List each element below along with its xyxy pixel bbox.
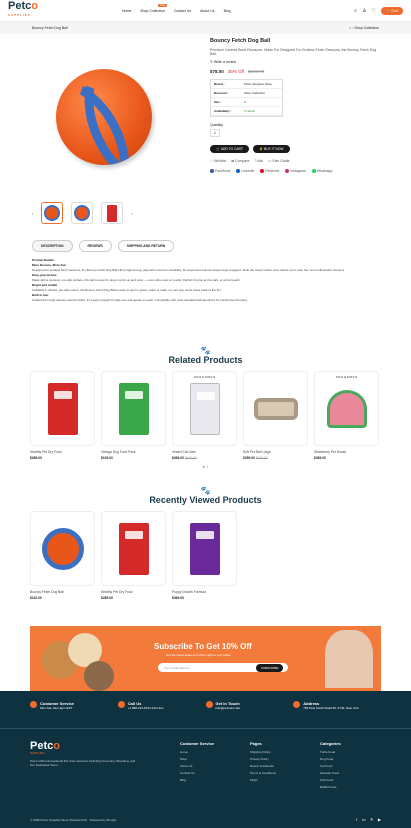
footer-link[interactable]: FAQs	[250, 778, 258, 782]
related-products	[0, 371, 411, 460]
write-review-link[interactable]: ✎ Write a review	[210, 60, 237, 64]
nav-shop[interactable]: Shop Collection New	[140, 3, 166, 13]
site-footer: Customer Service Mon-Sat, 9am-6pm EST Call Us +1 888-234-5234 234 Now Get In Touch info@petcoinc.site Address 789 New South Road 56, 6746, New York Petco SUPPLIES Petco Offers Exceptional Pet Care Services Including Grooming, Boarding, and Our Dedicated Team. Customer Service Home Shop About Us Contact Us Blog Pages Shipping Policy Privacy Policy Return & Refunds Terms & Conditions FAQs Categories Turtle Food Dog Food Cat Food Hamster Food Fish Food Rabbit Food © 2026 Petco Supplies Store (Password 8) · Powered by Shopify f in ⌾ ▶	[0, 691, 411, 828]
subscribe-button[interactable]: SUBSCRIBE	[256, 664, 283, 672]
footer-link[interactable]: Cat Food	[320, 764, 333, 768]
footer-link[interactable]: Blog	[180, 778, 187, 782]
footer-col-pages: Pages Shipping Policy Privacy Policy Return & Refunds Terms & Conditions FAQs	[250, 741, 290, 792]
product-card[interactable]: Healthy Pet Dry Food $285.00	[101, 511, 166, 600]
price-row	[210, 69, 379, 74]
pinterest-icon	[260, 169, 264, 173]
logo[interactable]: Petco SUPPLIES	[8, 0, 38, 17]
instagram-icon	[285, 169, 289, 173]
related-title: Related Products	[168, 355, 243, 365]
search-icon[interactable]: ⌕	[354, 7, 358, 14]
recent-title: Recently Viewed Products	[149, 495, 262, 505]
product-main-image[interactable]	[32, 38, 175, 196]
carousel-dots[interactable]: ● ●	[202, 464, 209, 469]
footer-link[interactable]: Shop	[180, 757, 188, 761]
footer-link[interactable]: Home	[180, 750, 189, 754]
product-description: Premium Canned Bone Resource, Made For Designed For Endless Fetch Sessions, the Bouncy Fetch Dog Ball.	[210, 48, 377, 56]
product-meta-table: Brand : Petco Supplies Store Discount : Shop Collection Sku : 2 Availability : In Stock	[210, 79, 283, 117]
dog-food-bag-image	[119, 523, 149, 575]
puppy-food-bag-image	[190, 523, 220, 575]
footer-info-item: Get In Touch info@petcoinc.site	[206, 701, 294, 728]
dog-food-bag-image	[119, 383, 149, 435]
product-card[interactable]: Healthy Pet Dry Food $285.00	[30, 371, 95, 460]
paw-icon: 🐾	[200, 346, 211, 355]
ball-image	[42, 528, 84, 570]
product-card[interactable]: Bouncy Fetch Dog Ball $110.00	[30, 511, 95, 600]
countdown-timer: 0 D 0 H 0 M 0 S	[193, 375, 216, 379]
share-pinterest[interactable]: Pinterest	[260, 169, 279, 173]
footer-link[interactable]: Shipping Policy	[250, 750, 271, 754]
thumbnail[interactable]	[41, 202, 63, 224]
add-to-cart-button[interactable]: 🛒 ADD TO CART	[210, 145, 249, 153]
product-gallery	[32, 38, 175, 224]
footer-link[interactable]: Dog Food	[320, 757, 334, 761]
site-header	[0, 0, 411, 22]
thumbnail[interactable]	[101, 202, 123, 224]
recent-products	[0, 511, 411, 600]
pets-image	[36, 631, 126, 691]
email-input[interactable]: Your email address	[158, 663, 288, 672]
cat-litter-image	[190, 383, 220, 435]
support-icon	[30, 701, 37, 708]
footer-col-categories: Categories Turtle Food Dog Food Cat Food Hamster Food Fish Food Rabbit Food	[320, 741, 360, 792]
compare-button[interactable]: ⇄ Compare	[231, 159, 250, 163]
price: $78.00	[210, 69, 224, 74]
breadcrumb	[0, 22, 411, 34]
footer-info-item: Address 789 New South Road 56, 6746, New York	[293, 701, 381, 728]
new-badge: New	[160, 3, 166, 7]
nav-blog[interactable]: Blog	[223, 8, 231, 13]
youtube-icon[interactable]: ▶	[377, 817, 381, 822]
dog-food-bag-image	[48, 383, 78, 435]
user-icon[interactable]: ♙	[362, 7, 367, 14]
banner-title: Subscribe To Get 10% Off	[154, 642, 252, 651]
whatsapp-icon	[312, 169, 316, 173]
newsletter-banner	[30, 626, 381, 691]
footer-link[interactable]: Return & Refunds	[250, 764, 274, 768]
compare-price: $120.00	[247, 69, 265, 74]
size-guide-button[interactable]: ▭ Size Guide	[268, 159, 290, 163]
share-instagram[interactable]: Instagram	[285, 169, 306, 173]
tab-reviews[interactable]: REVIEWS	[79, 240, 112, 252]
paw-icon: 🐾	[200, 486, 211, 495]
product-card[interactable]: Soft Pet Bed Large $259.00 $300.00	[243, 371, 308, 460]
thumbnail[interactable]	[71, 202, 93, 224]
breadcrumb-current: Bouncy Fetch Dog Ball	[32, 26, 68, 30]
copyright: © 2026 Petco Supplies Store (Password 8) · Powered by Shopify	[30, 818, 117, 822]
next-arrow-icon[interactable]: ›	[131, 210, 133, 216]
breadcrumb-home[interactable]: ⌂ › Shop Collection	[349, 26, 379, 30]
phone-icon	[118, 701, 125, 708]
tab-shipping[interactable]: SHIPPING AND RETURN	[118, 240, 174, 252]
footer-link[interactable]: Rabbit Food	[320, 785, 337, 789]
footer-logo[interactable]: Petco	[30, 740, 60, 752]
share-linkedin[interactable]: Linkedin	[236, 169, 254, 173]
pet-bed-image	[254, 398, 298, 420]
product-title: Bouncy Fetch Dog Ball	[210, 38, 271, 44]
product-card[interactable]: Puppy Growth Formula $369.00	[172, 511, 237, 600]
product-card[interactable]: 0 D 0 H 0 M 0 S Strawberry Pet House $369.00	[314, 371, 379, 460]
banner-subtitle: Get the latest deals and offers right to your inbox.	[166, 653, 232, 657]
share-whatsapp[interactable]: Whatsapp	[312, 169, 333, 173]
footer-link[interactable]: About Us	[180, 764, 193, 768]
nav-contact[interactable]: Contact Us	[173, 8, 192, 13]
footer-link[interactable]: Privacy Policy	[250, 757, 269, 761]
mail-icon	[206, 701, 213, 708]
share-facebook[interactable]: Facebook	[210, 169, 230, 173]
nav-home[interactable]: Home	[121, 8, 132, 13]
footer-link[interactable]: Turtle Food	[320, 750, 336, 754]
discount-badge: 35% Off	[227, 69, 244, 74]
linkedin-icon[interactable]: in	[362, 817, 366, 822]
footer-link[interactable]: Contact Us	[180, 771, 195, 775]
location-icon	[293, 701, 300, 708]
product-card[interactable]: 0 D 0 H 0 M 0 S Vessel Cat Litter $369.00 $400.00	[172, 371, 237, 460]
instagram-icon[interactable]: ⌾	[370, 817, 373, 822]
footer-col-service: Customer Service Home Shop About Us Contact Us Blog	[180, 741, 220, 792]
footer-link[interactable]: Fish Food	[320, 778, 334, 782]
social-links	[356, 817, 381, 822]
main-nav	[121, 3, 231, 13]
footer-info-item: Call Us +1 888-234-5234 234 Now	[118, 701, 206, 728]
wishlist-icon[interactable]: ♡	[371, 7, 377, 14]
ask-button[interactable]: ? Ask	[254, 159, 264, 163]
footer-info-item: Customer Service Mon-Sat, 9am-6pm EST	[30, 701, 118, 728]
woman-with-dog-image	[325, 630, 373, 688]
footer-link[interactable]: Hamster Food	[320, 771, 340, 775]
wishlist-button[interactable]: ♡ Wishlist	[210, 159, 227, 163]
product-tabs	[0, 240, 411, 252]
facebook-icon	[210, 169, 214, 173]
nav-about[interactable]: About Us	[200, 8, 215, 13]
prev-arrow-icon[interactable]: ‹	[32, 210, 34, 216]
footer-about: Petco Offers Exceptional Pet Care Services Including Grooming, Boarding, and Our Dedicated Team.	[30, 759, 136, 767]
product-card[interactable]: Omega Dog Food Pack $109.00	[101, 371, 166, 460]
linkedin-icon	[236, 169, 240, 173]
product-details: Product Details More Bounce, More Fun Designed for endless fetch sessions, the Bouncy Fetch Dog Ball offers high-energy play with maximum durability. Its responsive bounce keeps dogs engaged, while the tough rubber core stands up to even the most enthusiastic chewers. Easy-grip texture Made with a textured, non-slip surface, this ball is easy for dogs to pick up and carry — even when wet or muddy. Perfect for play at the park, or at the beach. Bright and visible Available in vibrant, pet-safe colors, the Bouncy Fetch Dog Ball is easy to spot in grass, water or trails, so your pup never loses track of the fun. Built to last Crafted from high-density natural rubber, it's tough enough for daily use and gentle on teeth. Compatible with most standard ball launchers for hands-free throwing.	[32, 258, 346, 302]
buy-now-button[interactable]: ⚡ BUY IT NOW	[253, 145, 290, 153]
ball-image	[56, 69, 152, 165]
quantity-label: Quantity	[210, 123, 224, 127]
footer-link[interactable]: Terms & Conditions	[250, 771, 277, 775]
tab-description[interactable]: DESCRIPTION	[32, 240, 73, 252]
countdown-timer: 0 D 0 H 0 M 0 S	[335, 375, 358, 379]
pet-house-image	[327, 390, 367, 428]
quantity-stepper[interactable]: 1	[210, 129, 220, 137]
facebook-icon[interactable]: f	[356, 817, 358, 822]
cart-button[interactable]: 🛒 Cart	[381, 7, 403, 15]
